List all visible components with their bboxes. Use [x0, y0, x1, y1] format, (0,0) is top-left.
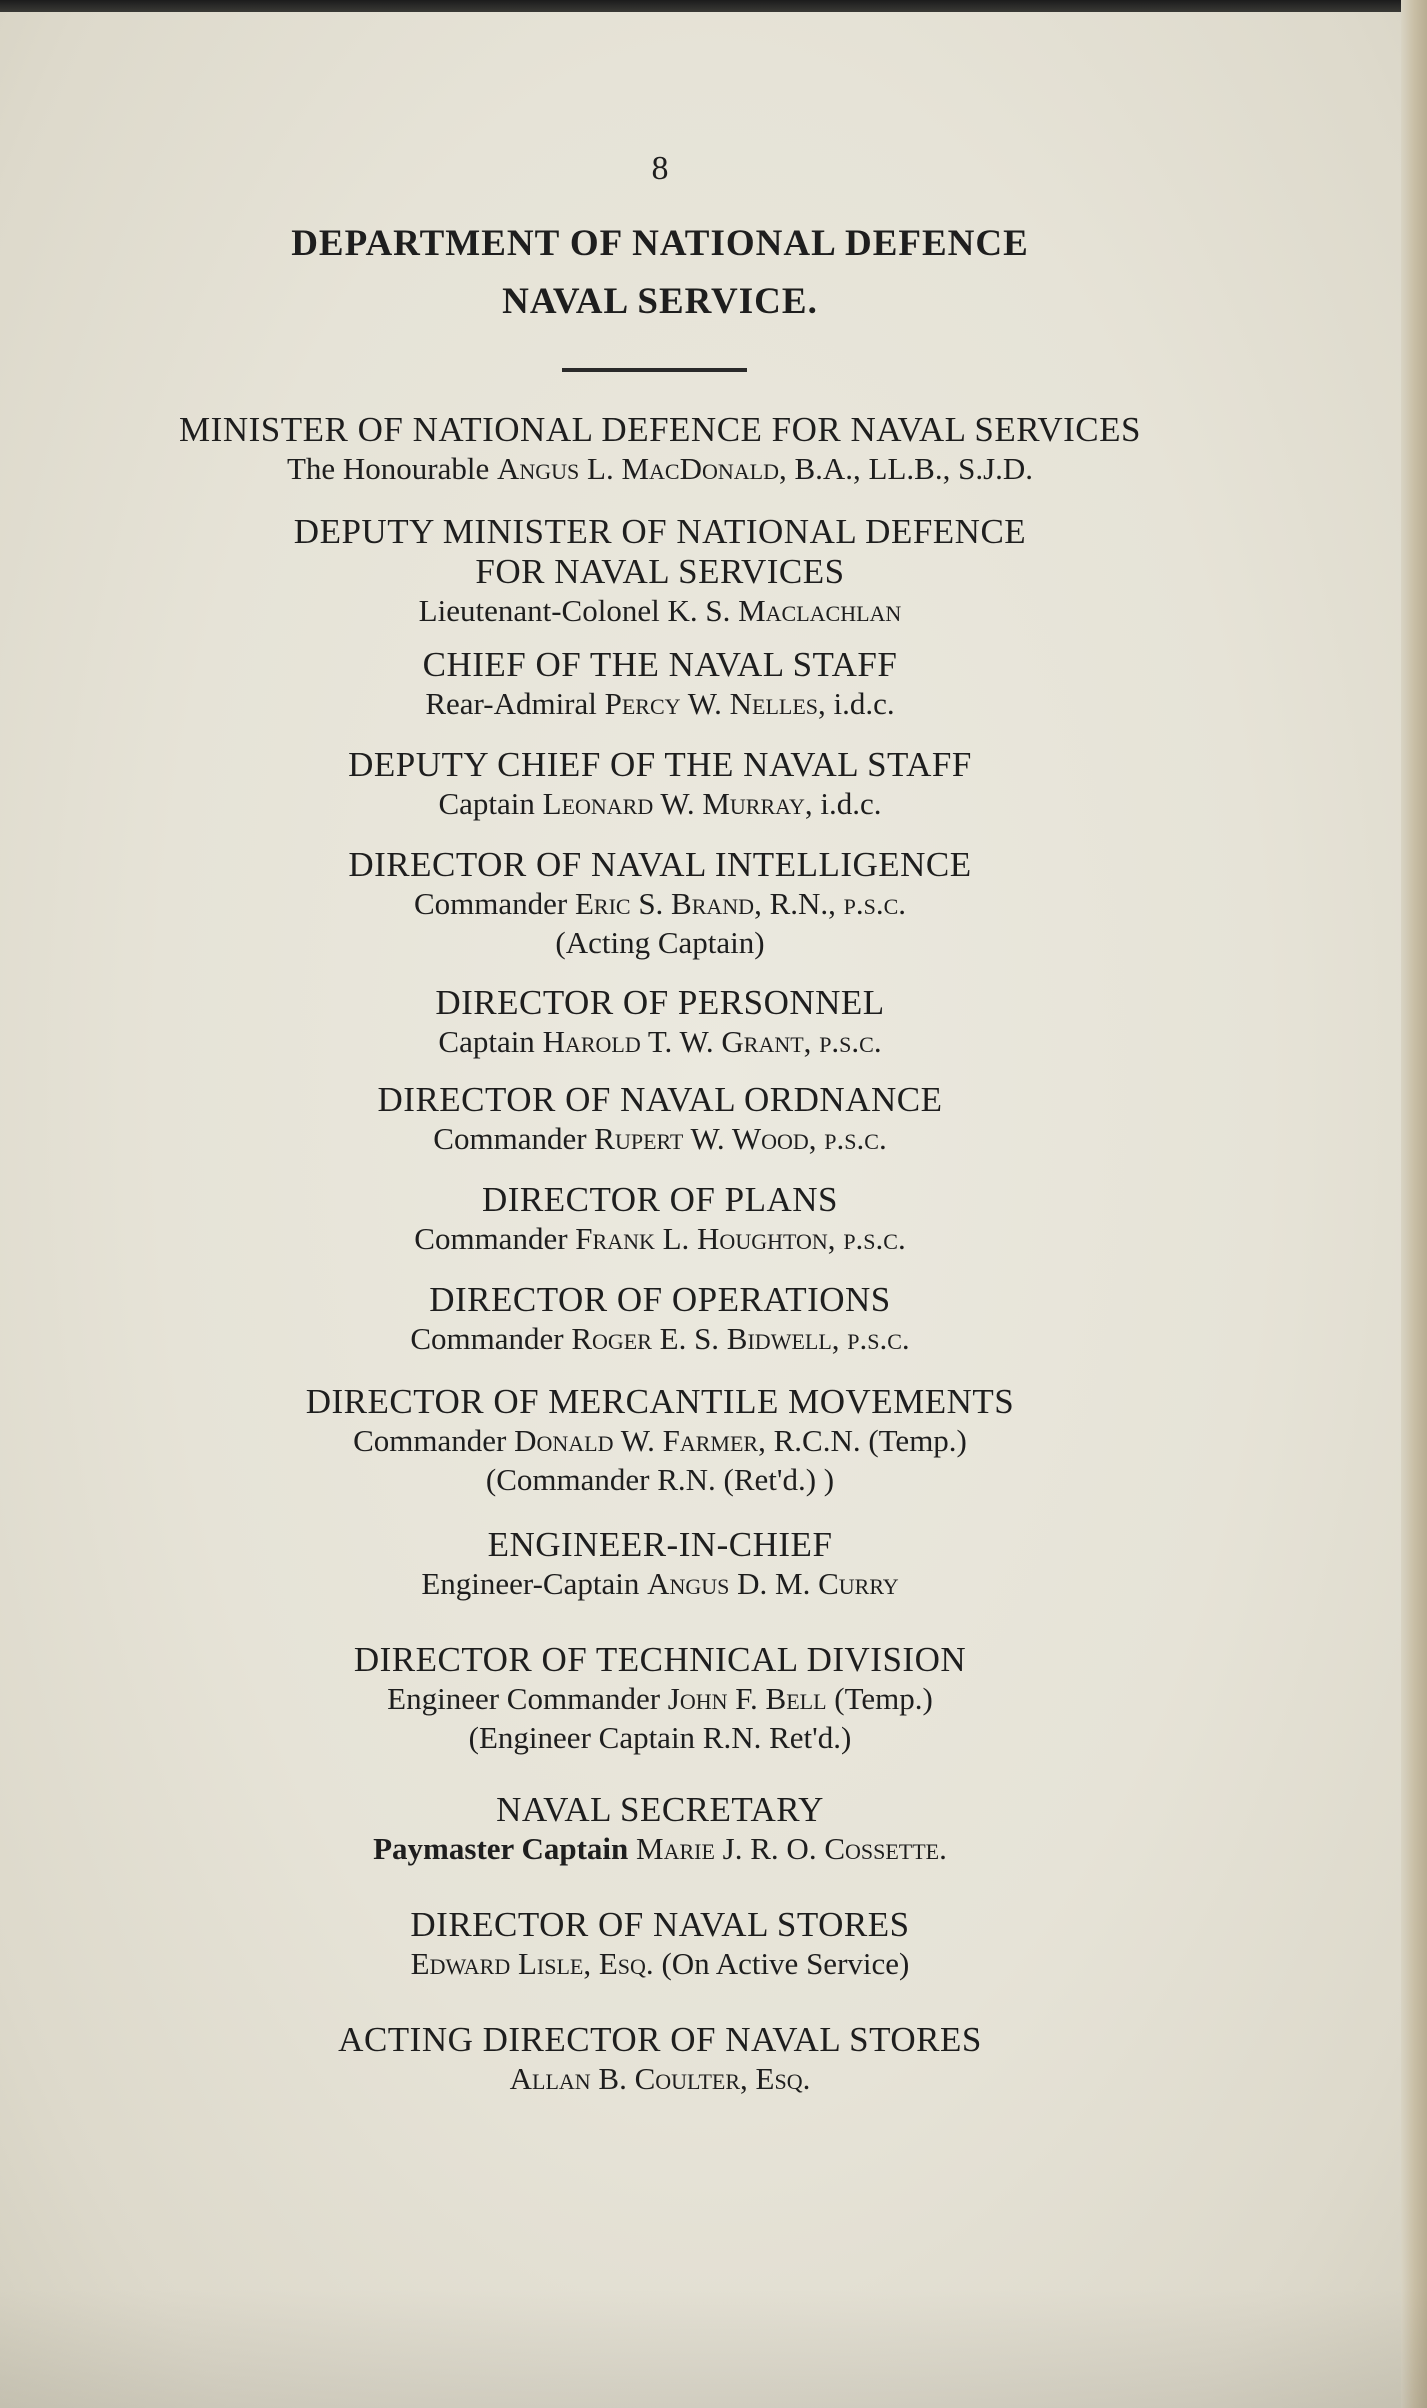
office-title: DIRECTOR OF TECHNICAL DIVISION	[353, 1640, 967, 1679]
office-title: DIRECTOR OF NAVAL ORDNANCE	[377, 1080, 943, 1119]
holder-prefix: Commander	[414, 1221, 568, 1256]
holder-prefix: Rear-Admiral	[425, 686, 597, 721]
office-holder	[60, 1422, 1260, 1460]
holder-suffix: B.A., LL.B., S.J.D.	[794, 451, 1034, 486]
office-holder	[60, 885, 1260, 923]
holder-prefix: Captain	[438, 786, 535, 821]
office-title: DIRECTOR OF OPERATIONS	[429, 1280, 891, 1319]
holder-name: Maclachlan	[738, 593, 902, 628]
office-holder	[60, 685, 1260, 723]
office-title-continued: FOR NAVAL SERVICES	[475, 552, 845, 591]
holder-prefix: Engineer Commander	[387, 1681, 661, 1716]
entry-deputy-minister	[60, 512, 1260, 630]
holder-suffix: R.C.N. (Temp.)	[773, 1423, 967, 1458]
office-title: DEPUTY CHIEF OF THE NAVAL STAFF	[348, 745, 972, 784]
holder-suffix: p.s.c.	[824, 1121, 887, 1156]
holder-prefix: Captain	[438, 1024, 535, 1059]
holder-name: Angus D. M. Curry	[647, 1566, 899, 1601]
office-title: CHIEF OF THE NAVAL STAFF	[422, 645, 898, 684]
holder-suffix: i.d.c.	[820, 786, 882, 821]
office-title: DIRECTOR OF PLANS	[482, 1180, 838, 1219]
office-title: DIRECTOR OF NAVAL STORES	[410, 1905, 910, 1944]
holder-name: Angus L. MacDonald,	[497, 451, 787, 486]
office-holder	[60, 1830, 1260, 1868]
holder-prefix: Engineer-Captain	[421, 1566, 640, 1601]
office-holder	[60, 592, 1260, 630]
holder-name: Harold T. W. Grant,	[542, 1024, 812, 1059]
office-holder	[60, 450, 1260, 488]
entry-plans	[60, 1180, 1260, 1258]
entry-engineer-in-chief	[60, 1525, 1260, 1603]
office-holder	[60, 1565, 1260, 1603]
title-rule	[562, 368, 747, 372]
entry-operations	[60, 1280, 1260, 1358]
holder-note: (Acting Captain)	[555, 925, 765, 960]
entry-naval-ordnance	[60, 1080, 1260, 1158]
page-right-edge	[1401, 0, 1427, 2408]
entry-naval-stores	[60, 1905, 1260, 1983]
holder-name: Leonard W. Murray,	[542, 786, 813, 821]
holder-name: Allan B. Coulter, Esq.	[509, 2061, 811, 2096]
office-holder	[60, 785, 1260, 823]
page-bottom-shade	[0, 2288, 1427, 2408]
entry-minister	[60, 410, 1260, 488]
holder-note: (Commander R.N. (Ret'd.) )	[485, 1462, 835, 1497]
holder-name: Edward Lisle, Esq.	[410, 1946, 654, 1981]
office-title: DIRECTOR OF PERSONNEL	[435, 983, 885, 1022]
holder-suffix: R.N., p.s.c.	[769, 886, 907, 921]
office-holder	[60, 1320, 1260, 1358]
holder-suffix: (Temp.)	[834, 1681, 933, 1716]
entry-mercantile-movements	[60, 1382, 1260, 1500]
office-holder	[60, 1120, 1260, 1158]
office-title: DEPUTY MINISTER OF NATIONAL DEFENCE	[293, 512, 1027, 551]
entry-naval-secretary	[60, 1790, 1260, 1868]
office-holder	[60, 2060, 1260, 2098]
entry-personnel	[60, 983, 1260, 1061]
holder-name: Percy W. Nelles,	[604, 686, 826, 721]
holder-suffix: p.s.c.	[843, 1221, 906, 1256]
entry-acting-naval-stores	[60, 2020, 1260, 2098]
holder-name: Roger E. S. Bidwell,	[571, 1321, 840, 1356]
office-title: DIRECTOR OF MERCANTILE MOVEMENTS	[305, 1382, 1015, 1421]
holder-note: (Engineer Captain R.N. Ret'd.)	[468, 1720, 852, 1755]
entry-chief-naval-staff	[60, 645, 1260, 723]
page-top-edge	[0, 0, 1427, 12]
holder-name: Donald W. Farmer,	[514, 1423, 766, 1458]
office-title: ENGINEER-IN-CHIEF	[487, 1525, 833, 1564]
holder-prefix: Paymaster Captain	[373, 1831, 629, 1866]
holder-name: Eric S. Brand,	[574, 886, 762, 921]
holder-name: Rupert W. Wood,	[594, 1121, 817, 1156]
holder-name: John F. Bell	[667, 1681, 827, 1716]
holder-suffix: (On Active Service)	[661, 1946, 910, 1981]
office-title: ACTING DIRECTOR OF NAVAL STORES	[338, 2020, 982, 2059]
holder-suffix: p.s.c.	[819, 1024, 882, 1059]
holder-suffix: p.s.c.	[847, 1321, 910, 1356]
holder-name: Marie J. R. O. Cossette.	[636, 1831, 947, 1866]
office-holder	[60, 1023, 1260, 1061]
entry-naval-intelligence	[60, 845, 1260, 963]
entry-deputy-chief-naval-staff	[60, 745, 1260, 823]
office-title: MINISTER OF NATIONAL DEFENCE FOR NAVAL SERVICES	[179, 410, 1141, 449]
holder-prefix: Lieutenant-Colonel K. S.	[418, 593, 731, 628]
holder-prefix: The Honourable	[286, 451, 490, 486]
holder-prefix: Commander	[353, 1423, 507, 1458]
office-title: NAVAL SECRETARY	[496, 1790, 824, 1829]
department-title: DEPARTMENT OF NATIONAL DEFENCE	[291, 223, 1029, 264]
holder-prefix: Commander	[413, 886, 568, 921]
office-holder	[60, 1680, 1260, 1718]
holder-prefix: Commander	[410, 1321, 564, 1356]
page-number: 8	[651, 150, 669, 187]
holder-prefix: Commander	[433, 1121, 587, 1156]
holder-name: Frank L. Houghton,	[575, 1221, 836, 1256]
office-holder	[60, 1945, 1260, 1983]
holder-suffix: i.d.c.	[833, 686, 895, 721]
service-title: NAVAL SERVICE.	[502, 281, 818, 322]
office-holder	[60, 1220, 1260, 1258]
office-title: DIRECTOR OF NAVAL INTELLIGENCE	[348, 845, 972, 884]
entry-technical-division	[60, 1640, 1260, 1758]
